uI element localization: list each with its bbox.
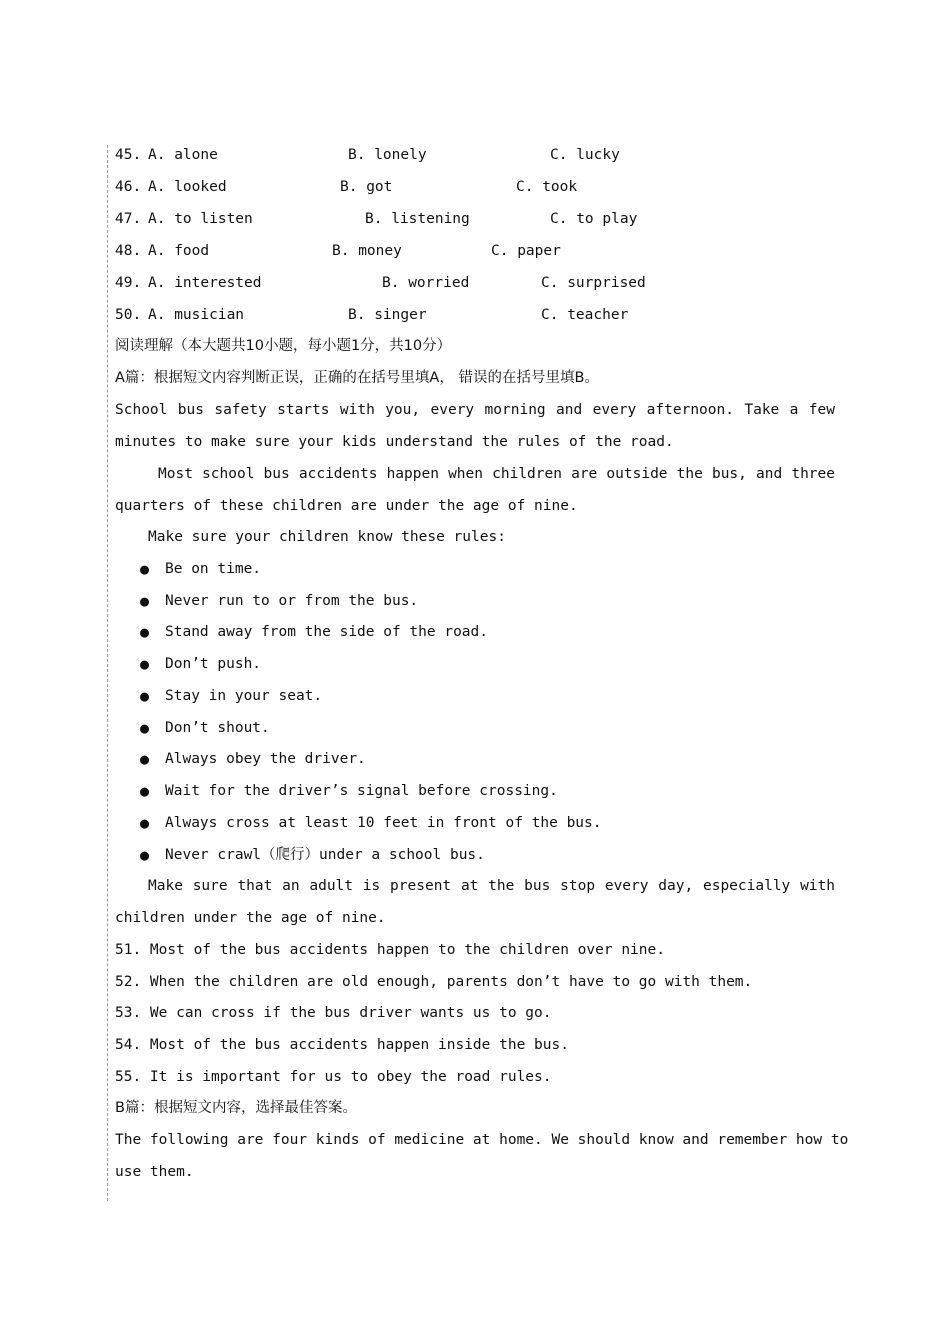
reading-section-heading: 阅读理解（本大题共10小题，每小题1分，共10分） bbox=[115, 338, 452, 354]
rule-item bbox=[115, 655, 835, 687]
bullet-icon: ● bbox=[140, 655, 150, 673]
option-a: A. musician bbox=[148, 307, 245, 323]
part-a-instruction: A篇：根据短文内容判断正误，正确的在括号里填A， 错误的在括号里填B。 bbox=[115, 370, 599, 386]
question-number: 48. bbox=[115, 243, 142, 259]
option-row-45 bbox=[115, 146, 835, 178]
bullet-icon: ● bbox=[140, 623, 150, 641]
passage-b-paragraph-1-line-2: use them. bbox=[115, 1164, 194, 1180]
question-51: 51. Most of the bus accidents happen to the children over nine. bbox=[115, 942, 665, 958]
option-row-46 bbox=[115, 178, 835, 210]
option-a: A. food bbox=[148, 243, 210, 259]
rule-item bbox=[115, 750, 835, 782]
question-52: 52. When the children are old enough, parents don’t have to go with them. bbox=[115, 974, 753, 990]
passage-a-paragraph-4-line-1: Make sure that an adult is present at the bus stop every day, especially with bbox=[148, 878, 835, 894]
passage-a-paragraph-3: Make sure your children know these rules: bbox=[148, 529, 506, 545]
binding-margin-line bbox=[107, 145, 109, 1201]
option-b: B. worried bbox=[382, 275, 470, 291]
bullet-icon: ● bbox=[140, 719, 150, 737]
rule-item bbox=[115, 814, 835, 846]
part-b-instruction: B篇：根据短文内容，选择最佳答案。 bbox=[115, 1100, 357, 1116]
question-number: 46. bbox=[115, 179, 142, 195]
question-55: 55. It is important for us to obey the road rules. bbox=[115, 1069, 552, 1085]
passage-a-paragraph-2-line-2: quarters of these children are under the age of nine. bbox=[115, 498, 578, 514]
option-c: C. to play bbox=[550, 211, 638, 227]
bullet-icon: ● bbox=[140, 687, 150, 705]
option-b: B. singer bbox=[348, 307, 427, 323]
option-row-47 bbox=[115, 210, 835, 242]
rule-text: Always obey the driver. bbox=[165, 751, 366, 767]
rule-item bbox=[115, 719, 835, 751]
rule-text: Be on time. bbox=[165, 561, 262, 577]
question-53: 53. We can cross if the bus driver wants us to go. bbox=[115, 1005, 552, 1021]
passage-a-paragraph-1-line-2: minutes to make sure your kids understand the rules of the road. bbox=[115, 434, 674, 450]
option-c: C. paper bbox=[491, 243, 561, 259]
option-c: C. lucky bbox=[550, 147, 620, 163]
rule-item bbox=[115, 846, 835, 878]
option-a: A. interested bbox=[148, 275, 262, 291]
option-a: A. to listen bbox=[148, 211, 253, 227]
bullet-icon: ● bbox=[140, 814, 150, 832]
rule-text: Don’t push. bbox=[165, 656, 262, 672]
option-b: B. listening bbox=[365, 211, 470, 227]
rule-item bbox=[115, 687, 835, 719]
rule-item bbox=[115, 592, 835, 624]
option-b: B. got bbox=[340, 179, 393, 195]
bullet-icon: ● bbox=[140, 750, 150, 768]
rule-text: Wait for the driver’s signal before crossing. bbox=[165, 783, 558, 799]
option-row-48 bbox=[115, 242, 835, 274]
option-b: B. lonely bbox=[348, 147, 427, 163]
bullet-icon: ● bbox=[140, 592, 150, 610]
rule-text: Don’t shout. bbox=[165, 720, 270, 736]
bullet-icon: ● bbox=[140, 846, 150, 864]
rule-item bbox=[115, 782, 835, 814]
option-a: A. alone bbox=[148, 147, 218, 163]
passage-b-paragraph-1-line-1: The following are four kinds of medicine at home. We should know and remember how to bbox=[115, 1132, 849, 1148]
option-row-50 bbox=[115, 306, 835, 338]
question-number: 50. bbox=[115, 307, 142, 323]
rule-text: Never run to or from the bus. bbox=[165, 593, 419, 609]
bullet-icon: ● bbox=[140, 782, 150, 800]
rule-text: Stand away from the side of the road. bbox=[165, 624, 489, 640]
option-a: A. looked bbox=[148, 179, 227, 195]
passage-a-paragraph-1-line-1: School bus safety starts with you, every morning and every afternoon. Take a few bbox=[115, 402, 835, 418]
rule-item bbox=[115, 560, 835, 592]
option-c: C. surprised bbox=[541, 275, 646, 291]
question-54: 54. Most of the bus accidents happen inside the bus. bbox=[115, 1037, 569, 1053]
rule-text: Always cross at least 10 feet in front of the bus. bbox=[165, 815, 602, 831]
question-number: 47. bbox=[115, 211, 142, 227]
bullet-icon: ● bbox=[140, 560, 150, 578]
option-row-49 bbox=[115, 274, 835, 306]
rule-item bbox=[115, 623, 835, 655]
option-b: B. money bbox=[332, 243, 402, 259]
rule-text: Never crawl（爬行）under a school bus. bbox=[165, 847, 485, 863]
option-c: C. took bbox=[516, 179, 578, 195]
rule-text: Stay in your seat. bbox=[165, 688, 323, 704]
question-number: 45. bbox=[115, 147, 142, 163]
passage-a-paragraph-4-line-2: children under the age of nine. bbox=[115, 910, 386, 926]
option-c: C. teacher bbox=[541, 307, 629, 323]
question-number: 49. bbox=[115, 275, 142, 291]
passage-a-paragraph-2-line-1: Most school bus accidents happen when children are outside the bus, and three bbox=[158, 466, 835, 482]
